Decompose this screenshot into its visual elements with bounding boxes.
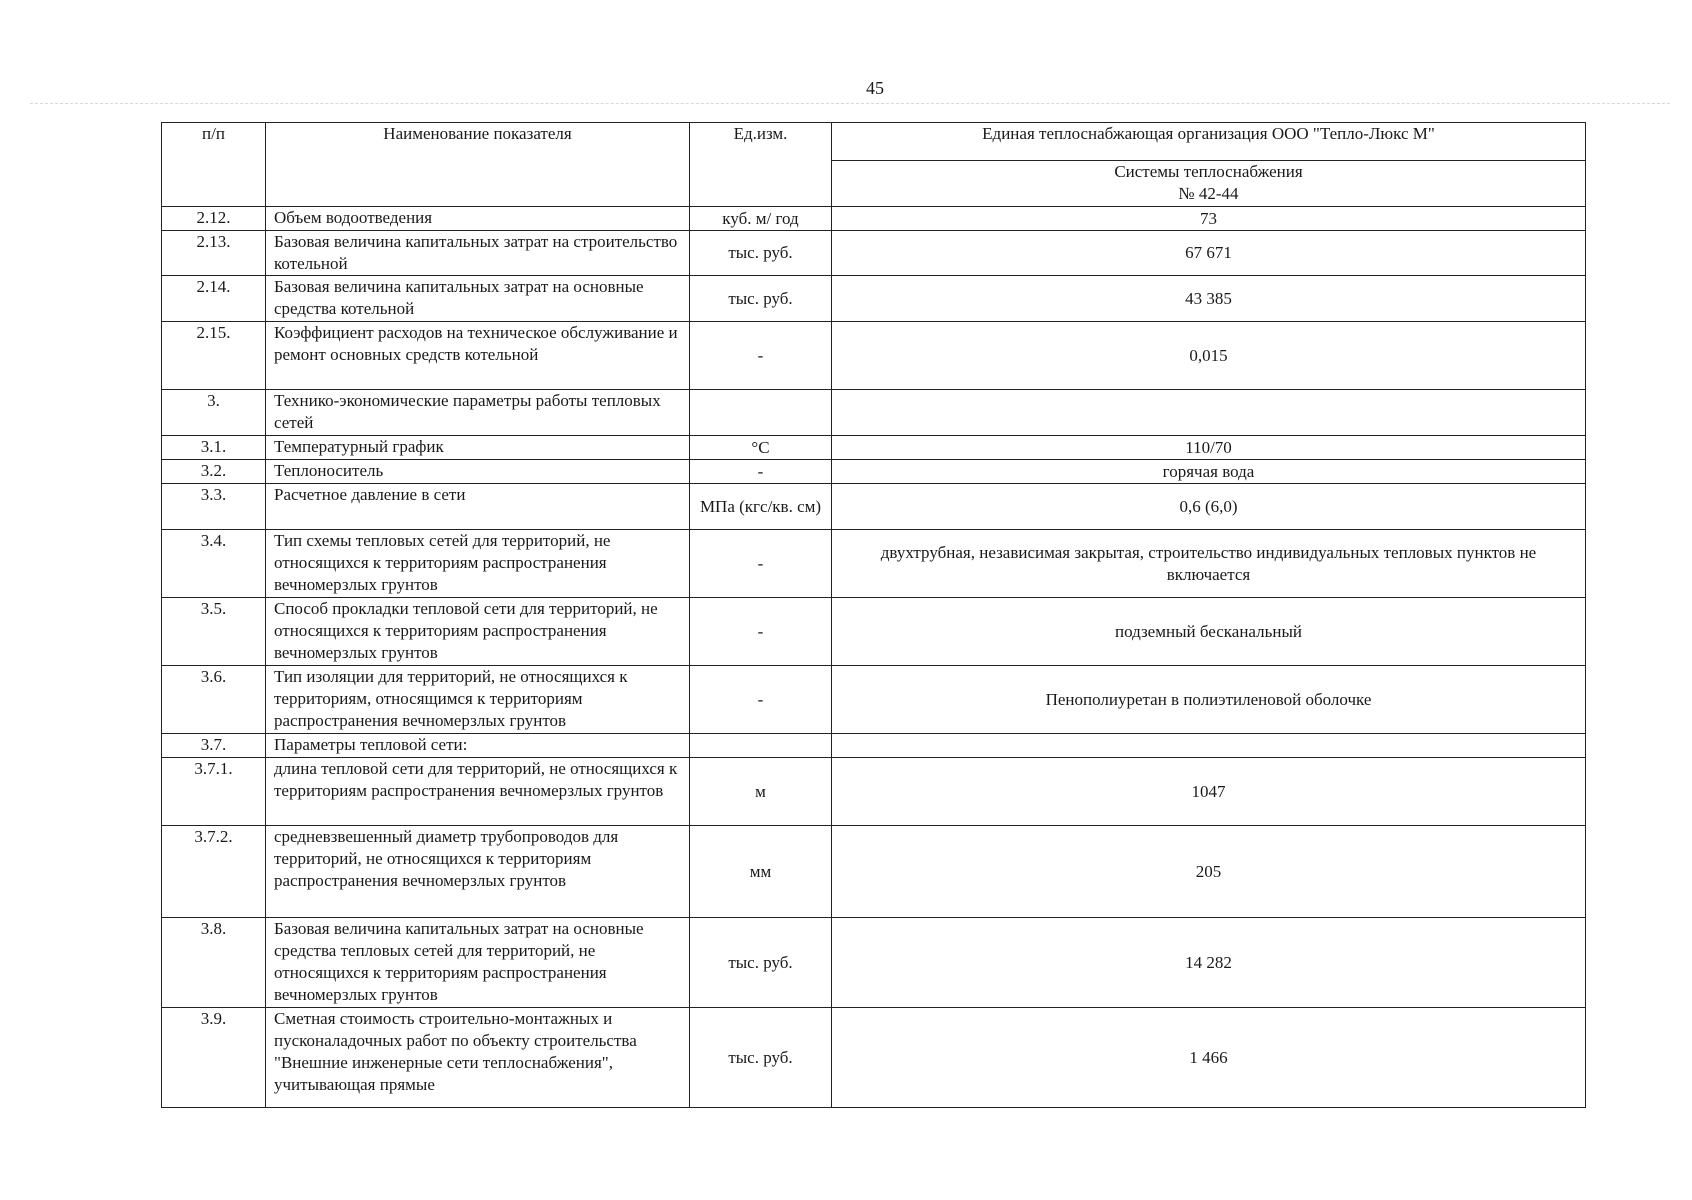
row-name: Параметры тепловой сети: [266,734,690,758]
row-unit [690,734,832,758]
table-row [162,734,1586,758]
row-value: 1 466 [832,1008,1586,1108]
table-row [162,207,1586,231]
row-unit: м [690,758,832,826]
row-number: 3.7. [162,734,266,758]
scan-artifact-line [30,103,1670,104]
row-name: Базовая величина капитальных затрат на строительство котельной [266,231,690,276]
table-row [162,826,1586,918]
row-number: 3.7.2. [162,826,266,918]
header-systems [832,161,1586,207]
row-name: Базовая величина капитальных затрат на основные средства тепловых сетей для территорий, не относящихся к территориям распространения вечномерзлых грунтов [266,918,690,1008]
table-row [162,918,1586,1008]
row-unit: тыс. руб. [690,276,832,322]
row-name: Технико-экономические параметры работы тепловых сетей [266,390,690,436]
row-number: 2.15. [162,322,266,390]
row-value: 0,6 (6,0) [832,484,1586,530]
row-unit: тыс. руб. [690,1008,832,1108]
header-unit: Ед.изм. [690,123,832,207]
header-systems-line2: № 42-44 [1178,184,1239,203]
row-number: 2.13. [162,231,266,276]
row-number: 3.3. [162,484,266,530]
row-unit [690,390,832,436]
table-row [162,390,1586,436]
row-value [832,390,1586,436]
row-unit: мм [690,826,832,918]
row-value: 110/70 [832,436,1586,460]
row-number: 3.1. [162,436,266,460]
row-number: 3.2. [162,460,266,484]
row-unit: - [690,460,832,484]
header-name: Наименование показателя [266,123,690,207]
row-name: Температурный график [266,436,690,460]
row-number: 3.7.1. [162,758,266,826]
row-name: Сметная стоимость строительно-монтажных и пусконаладочных работ по объекту строительства "Внешние инженерные сети теплоснабжения", учитывающая прямые [266,1008,690,1108]
row-unit: °C [690,436,832,460]
row-value: 43 385 [832,276,1586,322]
table-row [162,598,1586,666]
row-value: 14 282 [832,918,1586,1008]
table-row [162,231,1586,276]
row-number: 3.5. [162,598,266,666]
row-unit: тыс. руб. [690,918,832,1008]
row-number: 3.6. [162,666,266,734]
table-row [162,436,1586,460]
row-value: 0,015 [832,322,1586,390]
row-name: длина тепловой сети для территорий, не относящихся к территориям распространения вечномерзлых грунтов [266,758,690,826]
row-name: Способ прокладки тепловой сети для территорий, не относящихся к территориям распространения вечномерзлых грунтов [266,598,690,666]
row-name: Тип изоляции для территорий, не относящихся к территориям, относящимся к территориям распространения вечномерзлых грунтов [266,666,690,734]
row-number: 3.8. [162,918,266,1008]
row-unit: тыс. руб. [690,231,832,276]
row-name: Базовая величина капитальных затрат на основные средства котельной [266,276,690,322]
row-unit: куб. м/ год [690,207,832,231]
row-name: Расчетное давление в сети [266,484,690,530]
table-row [162,758,1586,826]
row-value: 67 671 [832,231,1586,276]
row-value [832,734,1586,758]
table-row [162,1008,1586,1108]
row-value: двухтрубная, независимая закрытая, строительство индивидуальных тепловых пунктов не включается [832,530,1586,598]
header-organization: Единая теплоснабжающая организация ООО "Тепло-Люкс М" [832,123,1586,161]
row-unit: - [690,598,832,666]
row-number: 2.12. [162,207,266,231]
table-row [162,530,1586,598]
row-name: Коэффициент расходов на техническое обслуживание и ремонт основных средств котельной [266,322,690,390]
indicators-table [161,122,1586,1108]
row-number: 3.9. [162,1008,266,1108]
table-row [162,666,1586,734]
row-value: 1047 [832,758,1586,826]
row-number: 3.4. [162,530,266,598]
row-value: 73 [832,207,1586,231]
table-row [162,276,1586,322]
header-num: п/п [162,123,266,207]
row-name: Теплоноситель [266,460,690,484]
row-value: горячая вода [832,460,1586,484]
row-unit: - [690,666,832,734]
row-name: средневзвешенный диаметр трубопроводов для территорий, не относящихся к территориям распространения вечномерзлых грунтов [266,826,690,918]
header-systems-line1: Системы теплоснабжения [1114,162,1303,181]
row-name: Тип схемы тепловых сетей для территорий, не относящихся к территориям распространения вечномерзлых грунтов [266,530,690,598]
row-unit: МПа (кгс/кв. см) [690,484,832,530]
table-row [162,484,1586,530]
page-number: 45 [866,78,884,98]
row-unit: - [690,322,832,390]
row-value: подземный бесканальный [832,598,1586,666]
row-value: Пенополиуретан в полиэтиленовой оболочке [832,666,1586,734]
row-number: 3. [162,390,266,436]
row-number: 2.14. [162,276,266,322]
row-unit: - [690,530,832,598]
table-row [162,460,1586,484]
row-name: Объем водоотведения [266,207,690,231]
table-row [162,322,1586,390]
row-value: 205 [832,826,1586,918]
